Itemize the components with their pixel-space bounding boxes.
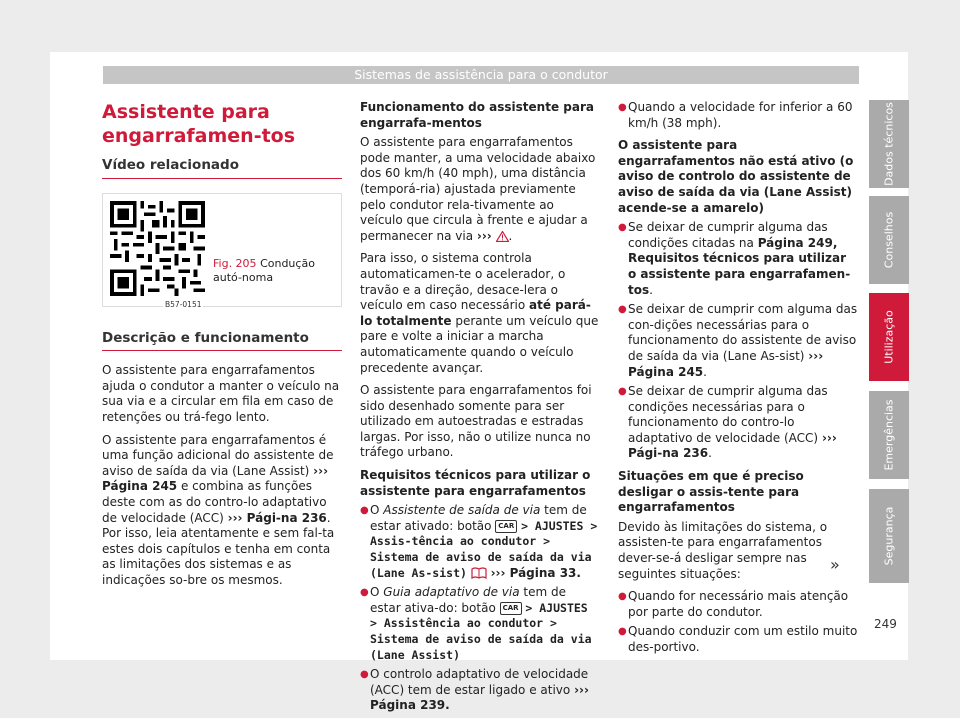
combo-paragraph <box>102 433 342 589</box>
page-number: 249 <box>874 617 897 631</box>
intro-paragraph: O assistente para engarrafamentos ajuda o condutor a manter o veículo na sua via e a circular em fila em caso de retenções ou trá-fego lento. <box>102 363 340 424</box>
function-paragraph-1: O assistente para engarrafamentos pode manter, a uma velocidade abaixo dos 60 km/h (40 mph), uma distância (temporá-ria) ajustada previamente pelo condutor rela-tivamente ao veículo que circula à frente e ajudar a permanecer na via ››› . <box>360 135 596 243</box>
column-left <box>102 100 342 596</box>
figure-205 <box>102 193 342 307</box>
sidebar-tab-dados-tecnicos[interactable] <box>869 100 909 188</box>
req1-menu-path: > AJUSTES > Assis-tência ao condutor > Sistema de aviso de saída da via (Lane As-sist) <box>370 518 598 580</box>
tab-label: Emergências <box>882 399 896 471</box>
link-page-245[interactable]: ››› Página 245 <box>102 463 329 494</box>
column-right <box>618 100 858 660</box>
inactive-item-3: ● Se deixar de cumprir alguma das condições necessárias para o funcionamento do contro-lo adaptativo de velocidade (ACC) ››› Pági-na 236. <box>618 384 858 462</box>
sidebar-tab-emergencias[interactable] <box>869 391 909 479</box>
req1-text-a: O <box>370 503 380 518</box>
figure-caption-text: Condução autó-noma <box>213 256 315 284</box>
req2-menu-path: > AJUSTES > Assistência ao condutor > Sistema de aviso de saída da via (Lane Assist) <box>370 600 592 662</box>
ref-arrow[interactable]: ››› <box>476 228 492 243</box>
combo-text-c: . Por isso, leia atentamente e sem fal-ta estes dois capítulos e tenha em conta as limitações dos sistemas e as indicações so-bre os mesmos. <box>102 510 335 587</box>
requirement-item-3 <box>360 667 600 714</box>
car-button-icon[interactable]: CAR <box>500 602 522 615</box>
link-page-236[interactable]: ››› Pági-na 236 <box>628 430 837 461</box>
tab-label: Conselhos <box>882 211 896 269</box>
inactive-heading: O assistente para engarrafamentos não está ativo (o aviso de controlo do assistente de aviso de saída da via (Lane Assist) acende-se a amarelo) <box>618 138 854 215</box>
inactive-item-1: ● Se deixar de cumprir alguma das condições citadas na Página 249, Requisitos técnicos para utilizar o assistente para engarrafamen-tos. <box>618 220 858 298</box>
req2-italic: Guia adaptativo de via <box>383 585 520 600</box>
continue-arrow: » <box>830 555 840 574</box>
requirement-item-2 <box>360 585 600 663</box>
figure-caption <box>213 257 338 285</box>
combo-text-b: e combina as funções deste com as do contro-lo adaptativo de velocidade (ACC) <box>102 479 327 525</box>
switch-off-item-2: ● Quando conduzir com um estilo muito des-portivo. <box>618 624 858 655</box>
video-heading: Vídeo relacionado <box>102 158 342 179</box>
qr-code-icon[interactable] <box>110 201 205 296</box>
req1-italic: Assistente de saída de via <box>383 503 541 518</box>
req2-text-a: O <box>370 585 380 600</box>
function-text-bold: até pará-lo totalmente <box>360 298 591 328</box>
inactive2-text: Se deixar de cumprir com alguma das con-dições necessárias para o funcionamento do assistente de aviso de saída da via (Lane As-sist) <box>628 302 858 363</box>
link-page-249[interactable]: Página 249, Requisitos técnicos para utilizar o assistente para engarrafamen-tos <box>628 235 851 297</box>
inactive1-text: Se deixar de cumprir alguma das condições citadas na <box>628 220 828 250</box>
link-page-236[interactable]: ››› Pági-na 236 <box>227 510 327 525</box>
page-title: Assistente para engarrafamen-tos <box>102 101 296 147</box>
function-text-1: O assistente para engarrafamentos pode manter, a uma velocidade abaixo dos 60 km/h (40 mph), uma distância (temporá-ria) ajustada previamente pelo condutor rela-tivamente ao veículo que circula à frente e ajudar a permanecer na via <box>360 135 596 243</box>
combo-text-a: O assistente para engarrafamentos é uma função adicional do assistente de aviso de saída da via (Lane Assist) <box>102 432 334 478</box>
req1-text-b: tem de estar ativado: botão <box>370 503 587 533</box>
figure-number: Fig. 205 <box>213 256 257 270</box>
inactive3-text: Se deixar de cumprir alguma das condições necessárias para o funcionamento do contro-lo adaptativo de velocidade (ACC) <box>628 384 828 445</box>
link-page-245[interactable]: ››› Página 245 <box>628 348 824 379</box>
requirements-heading: Requisitos técnicos para utilizar o assistente para engarrafamentos <box>360 468 591 498</box>
sidebar-tab-utilizacao[interactable] <box>869 293 909 381</box>
link-page-239[interactable]: ››› Página 239. <box>370 682 589 713</box>
tab-label: Segurança <box>882 506 896 566</box>
tab-label: Dados técnicos <box>882 102 896 186</box>
req2-text-b: tem de estar ativa-do: botão <box>370 585 567 615</box>
figure-code: B57-0151 <box>163 297 203 313</box>
switch-off-item-1: ● Quando for necessário mais atenção por parte do condutor. <box>618 589 858 620</box>
function-text-2a: Para isso, o sistema controla automaticamen-te o acelerador, o travão e a direção, desace-lera o veículo em caso necessário <box>360 251 566 313</box>
column-middle <box>360 100 600 718</box>
switch-off-heading: Situações em que é preciso desligar o assis-tente para engarrafamentos <box>618 469 804 515</box>
function-text-2b: perante um veículo que pare e volte a iniciar a marcha automaticamente quando o veículo precedente avançar. <box>360 313 599 375</box>
link-page-33[interactable]: ››› Página 33. <box>490 565 581 580</box>
speed-item: ● Quando a velocidade for inferior a 60 km/h (38 mph). <box>618 100 858 131</box>
req3-text: O controlo adaptativo de velocidade (ACC) tem de estar ligado e ativo <box>370 667 589 697</box>
sidebar-tab-conselhos[interactable] <box>869 196 909 284</box>
running-header: Sistemas de assistência para o condutor <box>103 66 859 84</box>
warning-icon[interactable] <box>496 231 509 242</box>
function-paragraph-2 <box>360 251 600 376</box>
section-heading: Descrição e funcionamento <box>102 331 342 352</box>
switch-off-paragraph: Devido às limitações do sistema, o assisten-te para engarrafamentos dever-se-á desligar sempre nas seguintes situações: <box>618 519 828 581</box>
function-heading: Funcionamento do assistente para engarrafa-mentos <box>360 100 594 130</box>
car-button-icon[interactable]: CAR <box>495 520 517 533</box>
book-icon[interactable] <box>471 567 487 579</box>
inactive-item-2: ● Se deixar de cumprir com alguma das con-dições necessárias para o funcionamento do assistente de aviso de saída da via (Lane As-sist) ››› Página 245. <box>618 302 858 380</box>
function-paragraph-3: O assistente para engarrafamentos foi sido desenhado somente para ser utilizado em autoestradas e estradas largas. Por isso, não o utilize nunca no tráfego urbano. <box>360 383 592 460</box>
sidebar-tab-seguranca[interactable] <box>869 489 909 583</box>
requirement-item-1 <box>360 503 600 581</box>
tab-label: Utilização <box>882 310 896 364</box>
